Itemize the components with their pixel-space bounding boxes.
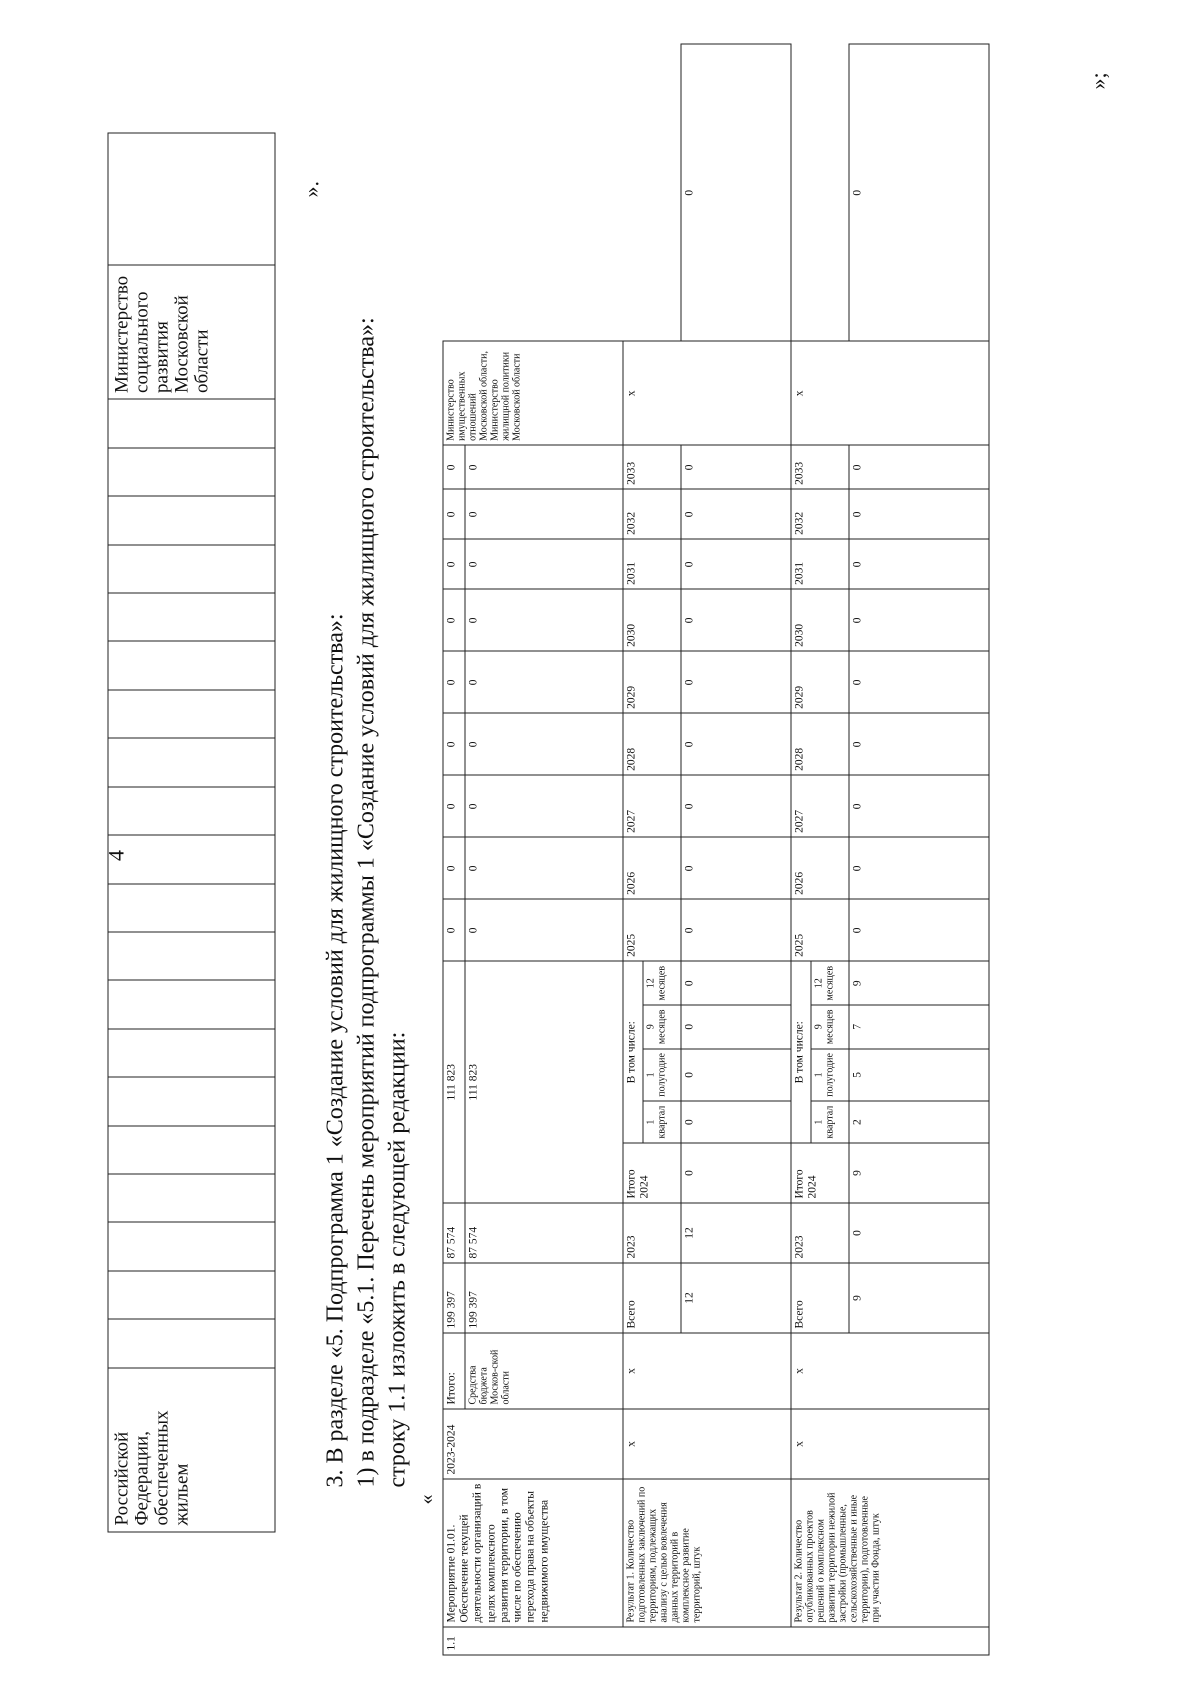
header-year: 2027: [623, 775, 681, 837]
empty-cell: [108, 835, 275, 883]
empty-cell: [108, 1028, 275, 1076]
measure-name: Мероприятие 01.01. Обеспечение текущей деятельности организаций в целях комплексного развития территории, в том числе по обеспечению перехода права на объекты недвижимого имущества: [443, 1479, 623, 1627]
result-value: 0: [681, 837, 791, 899]
header-year: 2031: [623, 539, 681, 589]
result-value: 0: [849, 899, 989, 961]
section-line-3: строку 1.1 изложить в следующей редакции:: [384, 1031, 410, 1487]
result-value: 0: [681, 1143, 791, 1203]
result-value: 0: [681, 1048, 791, 1101]
result1-name: Результат 1. Количество подготовленных заключений по территориям, подлежащих анализу с целью вовлечения данных территорий в комплексное развитие территорий, штук: [623, 1479, 791, 1627]
empty-cell: [108, 593, 275, 641]
x-mark: x: [623, 1409, 791, 1479]
row-number: 1.1: [443, 1627, 989, 1655]
result2-name: Результат 2. Количество опубликованных проектов решений о комплексном развитии территории нежилой застройки (промышленные, сельскохозяйственные и иные территории), подготовленные при участии Фонда, штук: [791, 1479, 989, 1627]
empty-cell: [108, 1319, 275, 1367]
year-value: 0: [465, 651, 623, 713]
empty-cell: [108, 544, 275, 592]
result-value: 12: [681, 1203, 791, 1263]
x-mark: x: [623, 1333, 791, 1409]
header-year: 2033: [623, 445, 681, 489]
year-value: 0: [443, 489, 465, 539]
period: 2023-2024: [443, 1409, 623, 1479]
year-value: 0: [465, 489, 623, 539]
header-year: 2026: [623, 837, 681, 899]
section-line-1: 3. В разделе «5. Подпрограмма 1 «Создание условий для жилищного строительства»:: [322, 612, 348, 1487]
result-value: 9: [849, 1143, 989, 1203]
header-12m: 12 месяцев: [643, 961, 681, 1005]
header-12m: 12 месяцев: [811, 961, 849, 1005]
header-year: 2031: [791, 539, 849, 589]
x-mark: x: [791, 1333, 989, 1409]
empty-cell: [108, 1125, 275, 1173]
header-h1: 1 полугодие: [811, 1048, 849, 1101]
result-value: 0: [849, 589, 989, 651]
continued-table-row: [108, 133, 275, 1532]
result-value: 0: [849, 1203, 989, 1263]
result-value: 0: [849, 651, 989, 713]
year-value: 0: [443, 589, 465, 651]
year-value: 0: [465, 445, 623, 489]
header-year: 2032: [791, 489, 849, 539]
total-2023: 87 574: [443, 1203, 465, 1263]
total-all: 199 397: [443, 1263, 465, 1333]
empty-cell: [108, 1077, 275, 1125]
header-year: 2025: [791, 899, 849, 961]
header-q1: 1 квартал: [643, 1101, 681, 1143]
source-budget-label: Средства бюджета Москов-ской области: [465, 1333, 623, 1409]
header-year: 2028: [791, 713, 849, 775]
result-value: 0: [681, 651, 791, 713]
header-year: 2033: [791, 445, 849, 489]
result-value: 5: [849, 1048, 989, 1101]
result-value: 0: [681, 445, 791, 489]
result-value: 0: [681, 539, 791, 589]
result-value: 0: [681, 713, 791, 775]
result-value: 0: [849, 775, 989, 837]
recipients-cell: Российской Федерации, обеспеченных жильем: [108, 1367, 275, 1531]
ministry-cell: Министерство социального развития Московской области: [108, 265, 275, 399]
result-value: 0: [681, 1101, 791, 1143]
empty-cell: [108, 738, 275, 786]
measures-table: [442, 43, 989, 1655]
header-h1: 1 полугодие: [643, 1048, 681, 1101]
header-q1: 1 квартал: [811, 1101, 849, 1143]
empty-cell: [108, 689, 275, 737]
empty-cell: [108, 399, 275, 447]
empty-cell: [108, 133, 275, 265]
year-value: 0: [465, 589, 623, 651]
header-2023: 2023: [791, 1203, 849, 1263]
year-value: 0: [443, 539, 465, 589]
empty-cell: [108, 496, 275, 544]
result-value: 0: [681, 775, 791, 837]
header-in-that: В том числе:: [623, 961, 643, 1143]
year-value: 0: [465, 775, 623, 837]
closing-quote-bottom: »;: [1085, 71, 1110, 89]
empty-cell: [108, 1173, 275, 1221]
budget-2024: 111 823: [465, 961, 623, 1203]
header-itogo-2024: Итого 2024: [791, 1143, 849, 1203]
header-total: Всего: [791, 1263, 849, 1333]
header-year: 2029: [791, 651, 849, 713]
result-value: 0: [849, 489, 989, 539]
x-mark: x: [791, 1409, 989, 1479]
header-year: 2030: [791, 589, 849, 651]
header-year: 2027: [791, 775, 849, 837]
total-2024: 111 823: [443, 961, 465, 1203]
header-in-that: В том числе:: [791, 961, 811, 1143]
year-value: 0: [465, 837, 623, 899]
result1-header-row: [623, 44, 643, 1655]
empty-cell: [108, 786, 275, 834]
year-value: 0: [465, 713, 623, 775]
result-value: 0: [681, 961, 791, 1005]
result-value: 0: [681, 1005, 791, 1049]
header-year: 2030: [623, 589, 681, 651]
responsible: Министерство имущественных отношений Московской области, Министерство жилищной политики Московской области: [443, 341, 623, 445]
year-value: 0: [443, 775, 465, 837]
year-value: 0: [443, 651, 465, 713]
result-value: 0: [849, 837, 989, 899]
header-9m: 9 месяцев: [811, 1005, 849, 1049]
budget-all: 199 397: [465, 1263, 623, 1333]
header-9m: 9 месяцев: [643, 1005, 681, 1049]
result-value: 0: [849, 44, 989, 341]
empty-cell: [108, 883, 275, 931]
header-year: 2029: [623, 651, 681, 713]
header-total: Всего: [623, 1263, 681, 1333]
result-value: 0: [849, 539, 989, 589]
result-value: 0: [849, 445, 989, 489]
result-value: 0: [849, 713, 989, 775]
empty-cell: [108, 980, 275, 1028]
header-2023: 2023: [623, 1203, 681, 1263]
page-number: 4: [103, 849, 128, 861]
header-year: 2026: [791, 837, 849, 899]
year-value: 0: [465, 539, 623, 589]
result-value: 9: [849, 961, 989, 1005]
x-mark: x: [623, 341, 791, 445]
result-value: 0: [681, 589, 791, 651]
continued-table: [107, 132, 275, 1532]
measure-total-row: [443, 44, 465, 1655]
result-value: 0: [681, 44, 791, 341]
x-mark: x: [791, 341, 989, 445]
result-value: 0: [681, 489, 791, 539]
section-line-2: 1) в подразделе «5.1. Перечень мероприятий подпрограммы 1 «Создание условий для жилищного строительства»:: [353, 316, 379, 1487]
source-total-label: Итого:: [443, 1333, 465, 1409]
closing-quote-top: ».: [298, 180, 323, 197]
open-quote: «: [415, 1494, 437, 1504]
empty-cell: [108, 447, 275, 495]
header-year: 2025: [623, 899, 681, 961]
year-value: 0: [443, 837, 465, 899]
empty-cell: [108, 641, 275, 689]
year-value: 0: [443, 899, 465, 961]
header-year: 2028: [623, 713, 681, 775]
result-value: 0: [681, 899, 791, 961]
header-year: 2032: [623, 489, 681, 539]
year-value: 0: [443, 713, 465, 775]
result-value: 7: [849, 1005, 989, 1049]
empty-cell: [108, 1270, 275, 1318]
result2-header-row: [791, 44, 811, 1655]
result-value: 2: [849, 1101, 989, 1143]
year-value: 0: [465, 899, 623, 961]
budget-2023: 87 574: [465, 1203, 623, 1263]
result-value: 12: [681, 1263, 791, 1333]
year-value: 0: [443, 445, 465, 489]
empty-cell: [108, 931, 275, 979]
header-itogo-2024: Итого 2024: [623, 1143, 681, 1203]
result-value: 9: [849, 1263, 989, 1333]
empty-cell: [108, 1222, 275, 1270]
